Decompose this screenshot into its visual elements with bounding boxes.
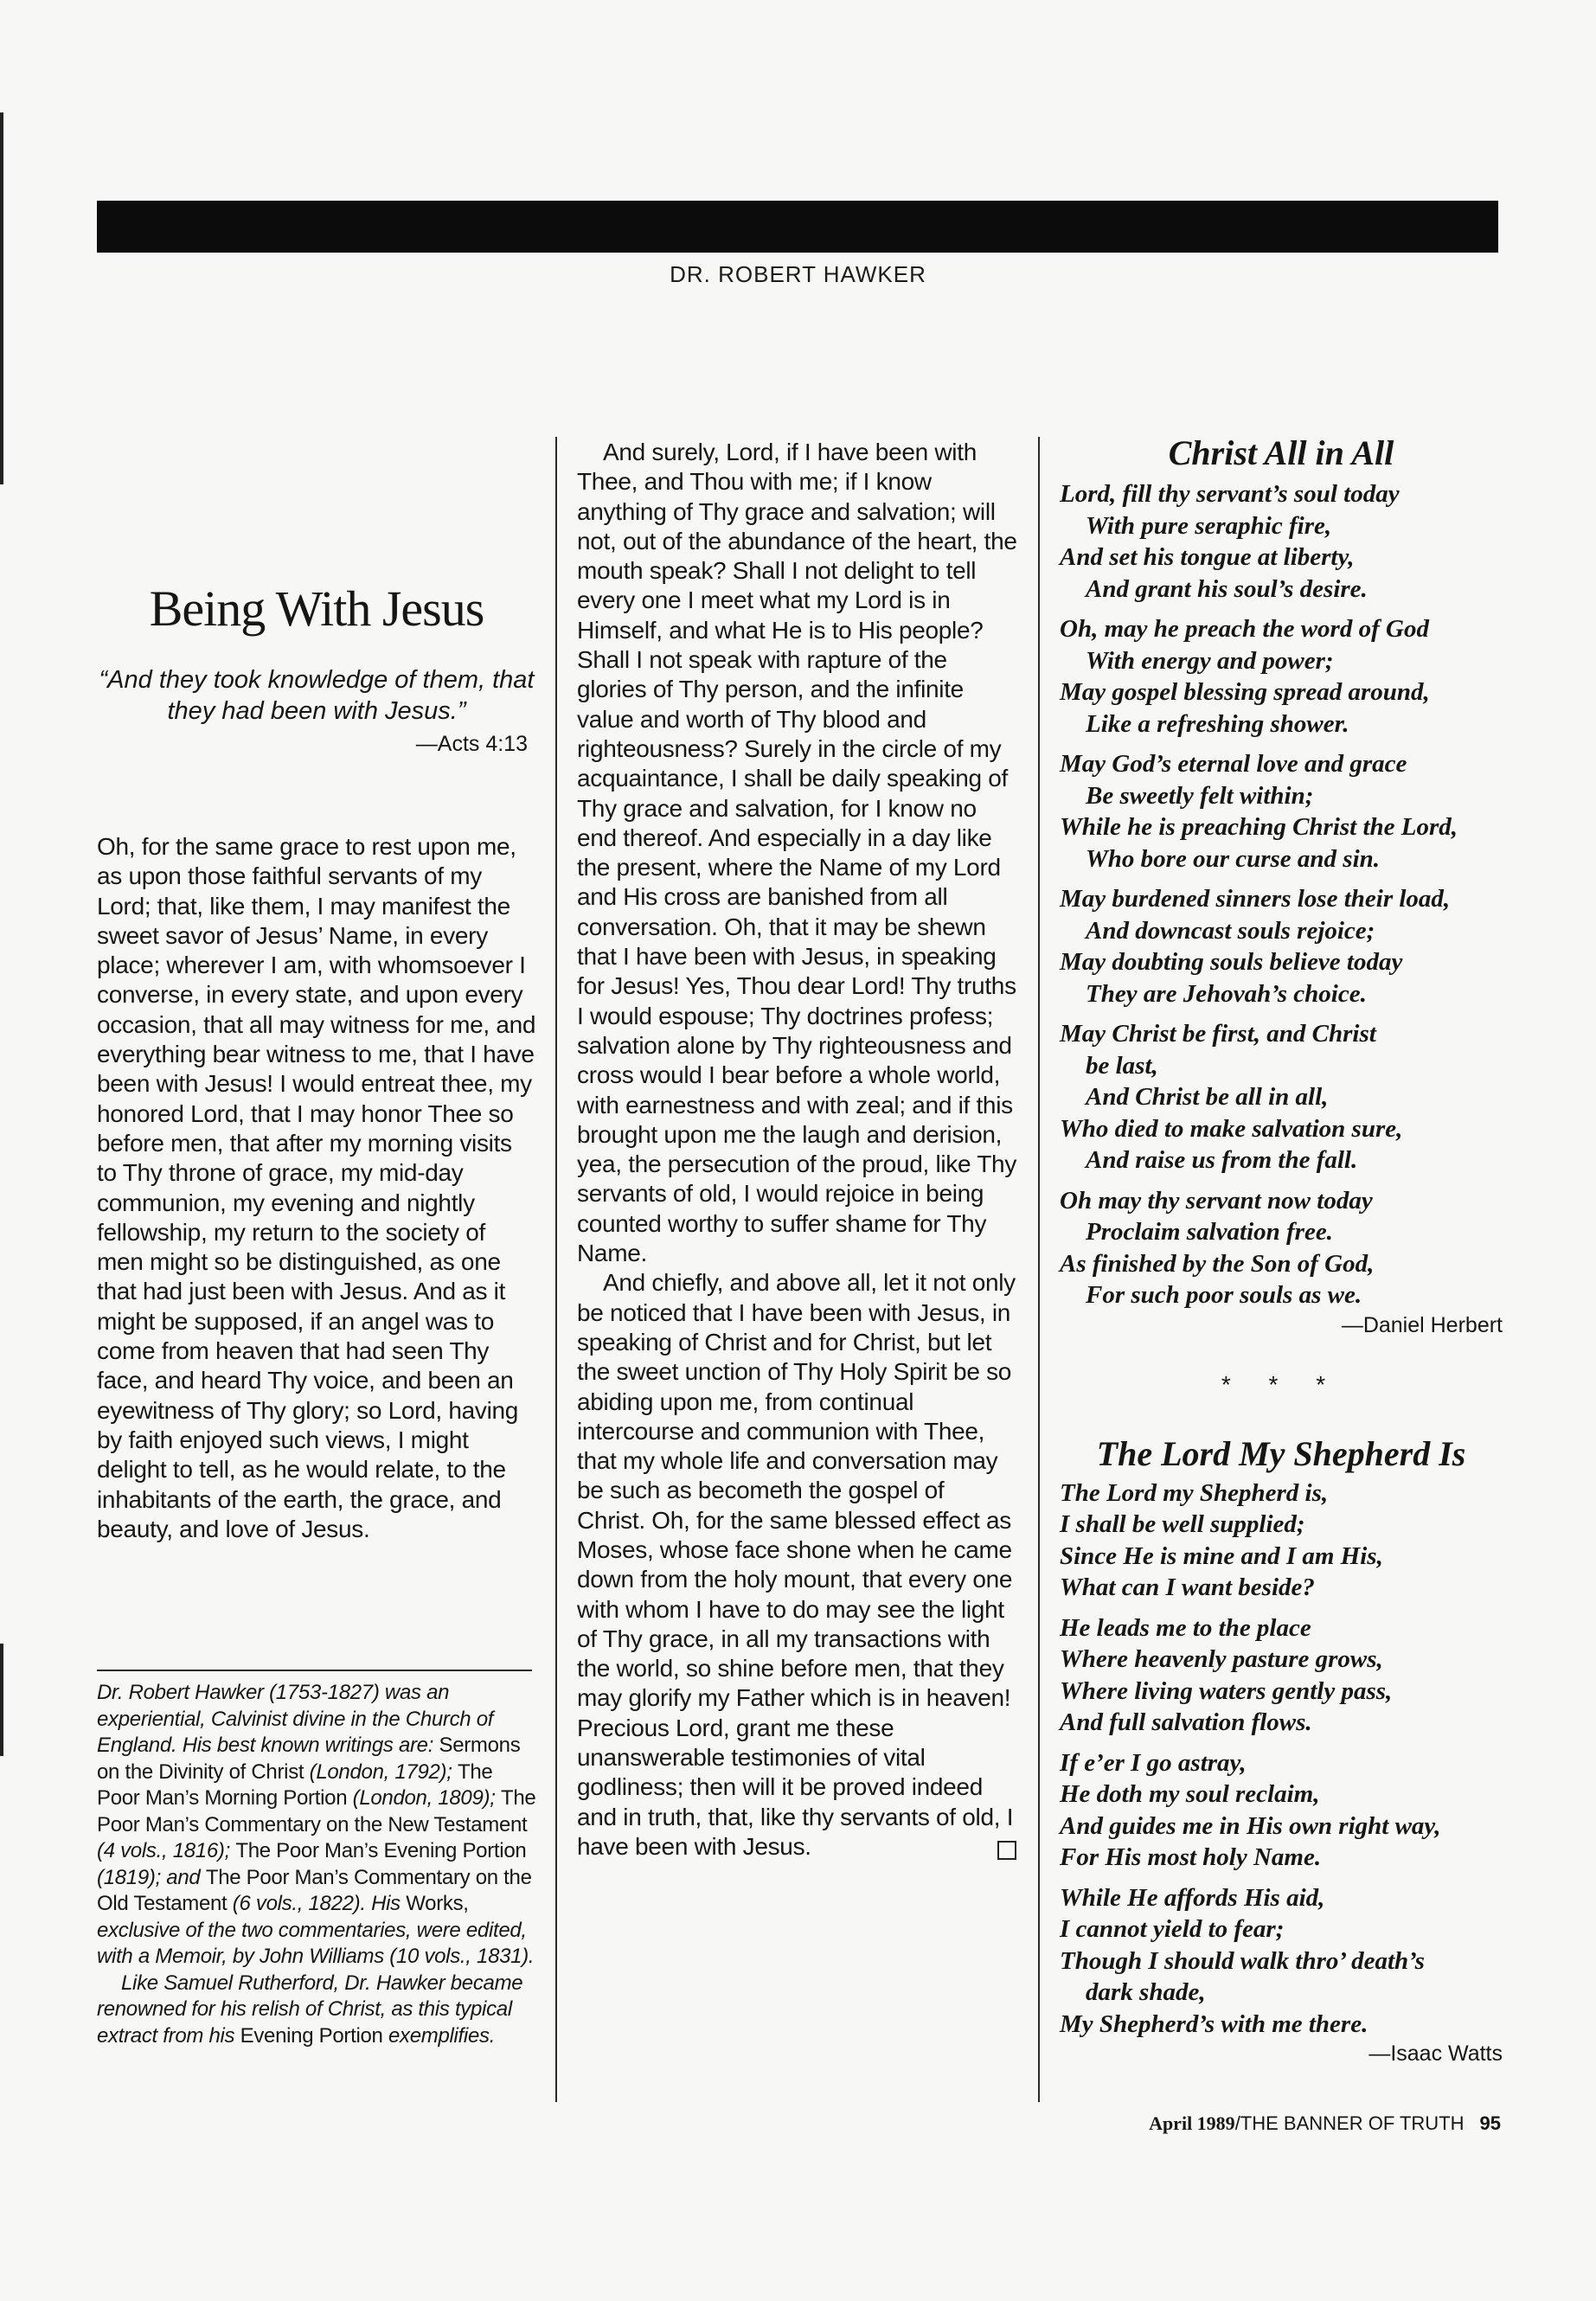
- poem-stanza: [1060, 1477, 1503, 1604]
- poem-line: And Christ be all in all,: [1086, 1083, 1329, 1111]
- page-edge-mark: [0, 112, 3, 484]
- bio-note: Dr. Robert Hawker (1753-1827) was an experiential, Calvinist divine in the Church of England. His best known writings are: Sermons on the Divinity of Christ (London, 1792); The Poor Man’s Morning Portion (London, 1809); The Poor Man’s Commentary on the New Testament (4 vols., 1816); The Poor Man’s Evening Portion (1819); and The Poor Man’s Commentary on the Old Testament (6 vols., 1822). His Works, exclusive of the two commentaries, were edited, with a Memoir, by John Williams (10 vols., 1831). Like Samuel Rutherford, Dr. Hawker became renowned for his relish of Christ, as this typical extract from his Evening Portion exemplifies.: [97, 1681, 536, 2048]
- column-middle: [577, 438, 1018, 1862]
- poem-line: While he is preaching Christ the Lord,: [1060, 813, 1458, 841]
- poem-line: The Lord my Shepherd is,: [1060, 1478, 1329, 1507]
- page-number: 95: [1479, 2112, 1501, 2134]
- poem-line: With pure seraphic fire,: [1086, 511, 1332, 540]
- body-paragraph: Oh, for the same grace to rest upon me, as upon those faithful servants of my Lord; that, like them, I may manifest the sweet savor of Jesus’ Name, in every place; wherever I am, with whomsoever I converse, in every state, and upon every occasion, that all may witness for me, and everything bear witness to me, that I have been with Jesus! I would entreat thee, my honored Lord, that I may honor Thee so before men, that after my morning visits to Thy throne of grace, my mid-day communion, my evening and nightly fellowship, my return to the society of men might so be distinguished, as one that had just been with Jesus. And as it might be supposed, if an angel was to come from heaven that had seen Thy face, and heard Thy voice, and been an eyewitness of Thy glory; so Lord, having by faith enjoyed such views, I might delight to tell, as he would relate, to the inhabitants of the earth, the grace, and beauty, and love of Jesus.: [97, 833, 536, 1542]
- poem-author: —Isaac Watts: [1368, 2041, 1503, 2066]
- poem-line: And grant his soul’s desire.: [1086, 574, 1368, 603]
- poem-line: Proclaim salvation free.: [1086, 1218, 1333, 1246]
- poem-line: My Shepherd’s with me there.: [1060, 2009, 1368, 2038]
- poem-line: And downcast souls rejoice;: [1086, 916, 1375, 945]
- poem-line: May gospel blessing spread around,: [1060, 678, 1430, 706]
- poem-title: The Lord My Shepherd Is: [1096, 1433, 1466, 1473]
- poem-line: Lord, fill thy servant’s soul today: [1060, 480, 1400, 508]
- poem-stanza: [1060, 1018, 1503, 1176]
- poem-line: What can I want beside?: [1060, 1574, 1315, 1601]
- poem-line: For such poor souls as we.: [1086, 1281, 1362, 1309]
- poem-stanza: [1060, 748, 1503, 875]
- poem-line: And guides me in His own right way,: [1060, 1811, 1441, 1840]
- poem-line: May burdened sinners lose their load,: [1060, 885, 1451, 913]
- poem-line: May doubting souls believe today: [1060, 948, 1403, 976]
- poem-line: They are Jehovah’s choice.: [1086, 979, 1367, 1008]
- poem-stanza: [1060, 883, 1503, 1009]
- poem-line: Though I should walk thro’ death’s: [1060, 1946, 1425, 1975]
- poem-line: Who bore our curse and sin.: [1086, 844, 1381, 873]
- poem-line: Oh, may he preach the word of God: [1060, 615, 1429, 643]
- issue-date: April 1989: [1149, 2112, 1235, 2134]
- poem-line: And raise us from the fall.: [1086, 1146, 1358, 1174]
- poem-stanza: [1060, 1185, 1503, 1311]
- page-footer: [1149, 2112, 1501, 2135]
- body-paragraph: And surely, Lord, if I have been with Thee, and Thou with me; if I know anything of Thy grace and salvation; will not, out of the abundance of the heart, the mouth speak? Shall I not delight to tell every one I meet what my Lord is in Himself, and what He is to His people? Shall I not speak with rapture of the glories of Thy person, and the infinite value and worth of Thy blood and righteousness? Surely in the circle of my acquaintance, I shall be daily speaking of Thy grace and salvation, for I know no end thereof. And especially in a day like the present, where the Name of my Lord and His cross are banished from all conversation. Oh, that it may be shewn that I have been with Jesus, in speaking for Jesus! Yes, Thou dear Lord! Thy truths I would espouse; Thy doctrines profess; salvation alone by Thy righteousness and cross would I bear before a whole world, with earnestness and with zeal; and if this brought upon me the laugh and derision, yea, the persecution of the proud, like Thy servants of old, I would rejoice in being counted worthy to suffer shame for Thy Name.: [577, 439, 1017, 1267]
- poem-stanza: [1060, 478, 1503, 605]
- poem-line: With energy and power;: [1086, 646, 1334, 675]
- poem-line: Oh may thy servant now today: [1060, 1186, 1373, 1215]
- poem-line: I shall be well supplied;: [1060, 1510, 1305, 1538]
- poem-line: Who died to make salvation sure,: [1060, 1114, 1403, 1143]
- publication-name: /THE BANNER OF TRUTH: [1234, 2112, 1465, 2134]
- column-divider: [1038, 437, 1040, 2102]
- article-title: Being With Jesus: [149, 580, 484, 637]
- end-mark-icon: [997, 1841, 1016, 1860]
- poem-line: Where living waters gently pass,: [1060, 1676, 1393, 1705]
- epigraph-reference: —Acts 4:13: [415, 732, 528, 756]
- column-right: [1060, 433, 1503, 2067]
- poem-line: If e’er I go astray,: [1060, 1748, 1247, 1777]
- note-divider: [97, 1670, 532, 1671]
- poem-line: Where heavenly pasture grows,: [1060, 1645, 1383, 1673]
- column-divider: [555, 437, 557, 2102]
- poem-stanza: [1060, 1612, 1503, 1739]
- poem-line: And set his tongue at liberty,: [1060, 543, 1355, 571]
- author-kicker: DR. ROBERT HAWKER: [670, 261, 926, 287]
- poem-line: Like a refreshing shower.: [1086, 709, 1349, 738]
- poem-line: I cannot yield to fear;: [1060, 1915, 1285, 1943]
- header-bar: [97, 201, 1498, 253]
- poem-line: be last,: [1086, 1051, 1158, 1080]
- poem-author: —Daniel Herbert: [1341, 1312, 1503, 1337]
- poem-line: Be sweetly felt within;: [1086, 781, 1314, 810]
- poem-line: Since He is mine and I am His,: [1060, 1541, 1383, 1570]
- body-paragraph: And chiefly, and above all, let it not only be noticed that I have been with Jesus, in speaking of Christ and for Christ, but let the sweet unction of Thy Holy Spirit be so abiding upon me, from continual intercourse and communion with Thee, that my whole life and conversation may be such as becometh the gospel of Christ. Oh, for the same blessed effect as Moses, whose face shone when he came down from the holy mount, that every one with whom I have to do may see the light of Thy grace, in all my transactions with the world, so shine before men, that they may glorify my Father which is in heaven! Precious Lord, grant me these unanswerable testimonies of vital godliness; then will it be proved indeed and in truth, that, like thy servants of old, I have been with Jesus.: [577, 1269, 1016, 1860]
- poem-stanza: [1060, 1747, 1503, 1874]
- poem-stanza: [1060, 1882, 1503, 2041]
- poem-line: May God’s eternal love and grace: [1060, 750, 1407, 778]
- poem-title: Christ All in All: [1168, 433, 1394, 472]
- poem-line: While He affords His aid,: [1060, 1883, 1325, 1912]
- poem-line: For His most holy Name.: [1060, 1843, 1322, 1871]
- poem-line: And full salvation flows.: [1060, 1708, 1312, 1736]
- poem-line: He doth my soul reclaim,: [1060, 1780, 1320, 1808]
- poem-line: As finished by the Son of God,: [1060, 1249, 1375, 1278]
- poem-line: He leads me to the place: [1060, 1613, 1311, 1642]
- poem-stanza: [1060, 613, 1503, 740]
- poem-line: May Christ be first, and Christ: [1060, 1020, 1376, 1048]
- page-edge-mark: [0, 1644, 3, 1756]
- section-separator: * * *: [1221, 1370, 1342, 1398]
- epigraph: “And they took knowledge of them, that they had been with Jesus.”: [99, 666, 535, 725]
- poem-line: dark shade,: [1086, 1978, 1206, 2006]
